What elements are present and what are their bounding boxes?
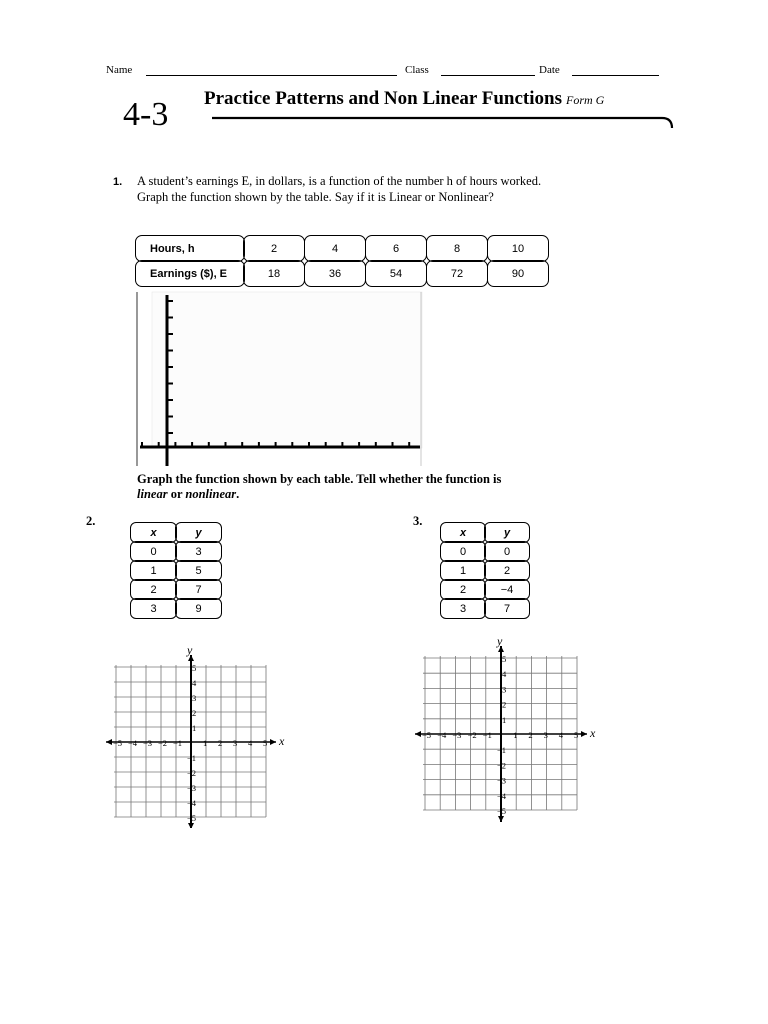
name-blank[interactable] [146,63,397,76]
y-tick-label: −1 [497,745,507,756]
y-arrow-icon [188,823,194,828]
x-arrow-icon [581,731,587,737]
x-cell: 2 [130,579,177,600]
earnings-cell: 36 [304,260,366,287]
y-tick-label: 3 [502,684,507,695]
x-arrow-icon [106,739,112,745]
class-blank[interactable] [441,63,535,76]
y-tick-label: −4 [497,790,507,801]
y-cell: 2 [484,560,530,581]
title-rule [210,112,676,132]
y-cell: 9 [175,598,222,619]
x-arrow-icon [415,731,421,737]
problem3-number: 3. [413,514,423,528]
x-cell: 1 [130,560,177,581]
y-tick-label: 4 [192,678,197,688]
y-arrow-icon [498,816,504,822]
x-tick-label: 4 [248,738,253,748]
x-cell: 0 [440,541,486,562]
x-header: x [440,522,486,543]
x-tick-label: −5 [113,738,123,748]
hours-header-cell: Hours, h [135,235,245,262]
x-tick-label: 5 [574,730,579,740]
y-tick-label: 1 [502,714,507,725]
earnings-cell: 90 [487,260,549,287]
x-tick-label: −2 [467,730,477,740]
date-blank[interactable] [572,63,659,76]
earnings-header-cell: Earnings ($), E [135,260,245,287]
x-cell: 0 [130,541,177,562]
x-tick-label: −1 [482,730,492,740]
x-tick-label: 3 [543,730,548,740]
earnings-cell: 54 [365,260,427,287]
x-axis-label: x [279,734,285,748]
y-cell: 3 [175,541,222,562]
y-tick-label: 5 [192,663,197,673]
x-cell: 1 [440,560,486,581]
hours-cell: 2 [243,235,305,262]
instructions-line2 [137,487,239,502]
x-tick-label: 2 [528,730,533,740]
y-cell: 5 [175,560,222,581]
lesson-number: 4-3 [123,96,169,133]
x-tick-label: 1 [203,738,208,748]
problem1-text-line1: A student’s earnings E, in dollars, is a function of the number h of hours worked. [137,174,542,188]
hours-cell: 4 [304,235,366,262]
y-header: y [484,522,530,543]
page-title [204,88,604,110]
x-tick-label: 2 [218,738,223,748]
y-tick-label: 4 [502,669,507,680]
x-tick-label: −3 [143,738,153,748]
y-tick-label: 2 [192,708,197,718]
x-tick-label: −4 [437,730,447,740]
y-tick-label: 1 [192,723,197,733]
x-cell: 3 [440,598,486,619]
hours-cell: 10 [487,235,549,262]
x-tick-label: 3 [233,738,238,748]
x-tick-label: 5 [263,738,268,748]
class-label: Class [405,64,429,76]
y-tick-label: −2 [497,760,507,771]
problem3-coordinate-grid[interactable] [414,626,604,822]
x-arrow-icon [270,739,276,745]
x-tick-label: −5 [422,730,432,740]
period: . [236,487,240,501]
y-tick-label: −5 [497,806,507,816]
y-cell: −4 [484,579,530,600]
x-tick-label: −2 [158,738,168,748]
x-cell: 2 [440,579,486,600]
y-tick-label: 3 [192,693,197,703]
word-nonlinear: nonlinear [185,487,237,501]
y-tick-label: −1 [187,753,197,763]
title-text: Practice Patterns and Non Linear Functions [204,88,562,109]
word-or: or [170,487,183,501]
instructions-line1: Graph the function shown by each table. Tell whether the function is [137,472,502,486]
y-axis-label: y [187,643,193,657]
x-tick-label: −3 [452,730,462,740]
y-tick-label: −5 [187,813,197,823]
word-linear: linear [137,487,168,501]
y-cell: 0 [484,541,530,562]
x-header: x [130,522,177,543]
date-label: Date [539,64,560,76]
y-tick-label: 2 [502,699,507,710]
y-cell: 7 [175,579,222,600]
y-cell: 7 [484,598,530,619]
x-tick-label: −1 [173,738,183,748]
problem2-number: 2. [86,514,96,528]
y-tick-label: −3 [187,783,197,793]
y-tick-label: −3 [497,775,507,786]
y-tick-label: 5 [502,654,507,664]
problem1-text-line2: Graph the function shown by the table. Say if it is Linear or Nonlinear? [137,190,494,204]
problem2-coordinate-grid[interactable] [100,630,290,828]
problem1-graph[interactable] [134,290,426,470]
y-tick-label: −4 [187,798,197,808]
name-label: Name [106,64,133,76]
x-tick-label: −4 [128,738,138,748]
x-cell: 3 [130,598,177,619]
x-tick-label: 1 [513,730,518,740]
earnings-cell: 72 [426,260,488,287]
hours-cell: 8 [426,235,488,262]
y-tick-label: −2 [187,768,197,778]
earnings-cell: 18 [243,260,305,287]
x-axis-label: x [590,726,596,740]
x-tick-label: 4 [558,730,564,740]
y-header: y [175,522,222,543]
y-axis-label: y [497,634,503,648]
problem1-number: 1. [113,176,123,188]
form-label: Form G [566,93,605,107]
hours-cell: 6 [365,235,427,262]
